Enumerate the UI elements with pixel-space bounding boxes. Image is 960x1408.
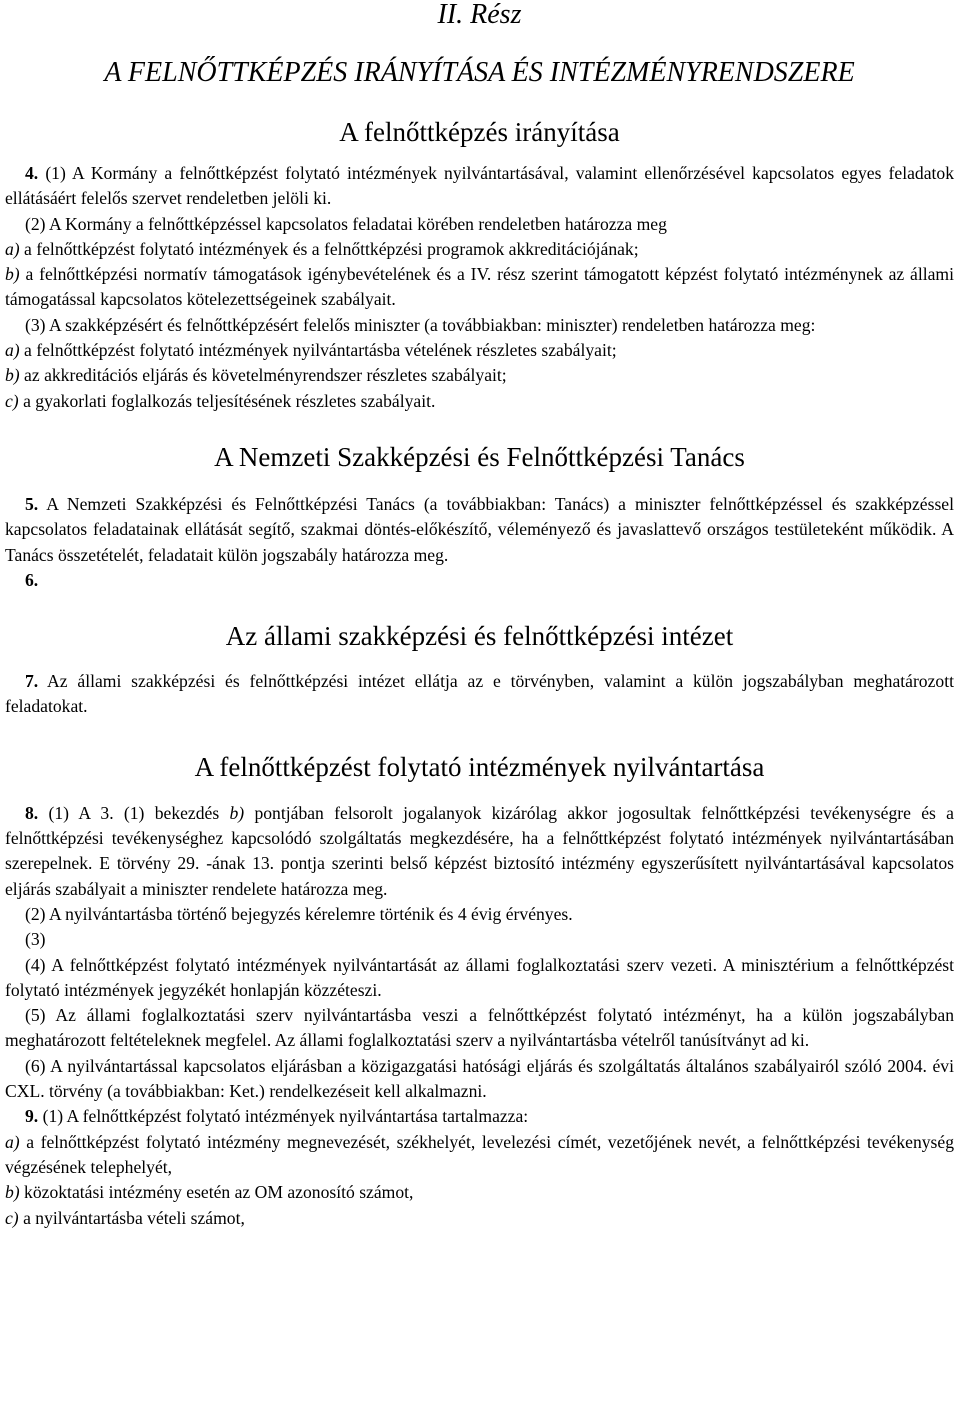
paragraph-8-4: (4) A felnőttképzést folytató intézmények nyilvántartását az állami foglalkoztatási szerv vezeti. A minisztérium a felnőttképzést folytató intézmények jegyzékét honlapján közzéteszi. <box>5 954 954 1000</box>
section-heading-tanacs: A Nemzeti Szakképzési és Felnőttképzési Tanács <box>214 441 745 472</box>
list-text: az akkreditációs eljárás és követelményrendszer részletes szabályait; <box>19 365 507 386</box>
paragraph-text-italic: b) <box>229 802 245 823</box>
paragraph-8-3: (3) <box>25 929 46 950</box>
list-item-4-3-b <box>5 363 954 388</box>
part-subtitle: A FELNŐTTKÉPZÉS IRÁNYÍTÁSA ÉS INTÉZMÉNYRENDSZERE <box>104 57 855 88</box>
paragraph-text: A Nemzeti Szakképzési és Felnőttképzési Tanács (a továbbiakban: Tanács) a miniszter felnőttképzéssel és szakképzéssel kapcsolatos feladatainak ellátását segítő, szakmai döntés-előkészítő, véleményező és javaslattevő országos testületeként működik. A Tanács összetételét, feladatait külön jogszabály határozza meg. <box>5 493 954 565</box>
paragraph-4-1 <box>5 161 954 212</box>
paragraph-9-1 <box>5 1104 954 1129</box>
paragraph-5 <box>5 492 954 568</box>
list-item-9-1-a <box>5 1130 954 1181</box>
list-item-9-1-c <box>5 1206 954 1231</box>
paragraph-7 <box>5 669 954 720</box>
list-text: a nyilvántartásba vételi számot, <box>18 1207 245 1228</box>
list-marker: c) <box>5 390 19 411</box>
section-heading-intezet: Az állami szakképzési és felnőttképzési intézet <box>225 621 734 652</box>
paragraph-8-5: (5) Az állami foglalkoztatási szerv nyilvántartásba veszi a felnőttképzést folytató intézményt, ha a külön jogszabályban meghatározott feltételeknek megfelel. Az állami foglalkoztatási szerv a nyilvántartásba vételről tanúsítványt ad ki. <box>5 1005 954 1051</box>
list-text: a felnőttképzést folytató intézmények és a felnőttképzési programok akkreditációjának; <box>19 238 639 259</box>
list-marker: b) <box>5 1182 20 1203</box>
paragraph-text: Az állami szakképzési és felnőttképzési intézet ellátja az e törvényben, valamint a külön jogszabályban meghatározott feladatokat. <box>5 671 954 717</box>
paragraph-4-2: (2) A Kormány a felnőttképzéssel kapcsolatos feladatai körében rendeletben határozza meg <box>25 213 667 234</box>
paragraph-6 <box>5 568 954 593</box>
paragraph-text: (1) A felnőttképzést folytató intézmények nyilvántartása tartalmazza: <box>38 1106 529 1127</box>
section-heading-nyilvantartas: A felnőttképzést folytató intézmények nyilvántartása <box>194 751 765 782</box>
list-item-4-3-c <box>5 389 954 414</box>
section-number: 7. <box>25 671 39 692</box>
list-marker: a) <box>5 340 20 361</box>
section-number: 6. <box>25 569 39 590</box>
list-text: a felnőttképzést folytató intézmény megnevezését, székhelyét, levelezési címét, vezetőjének nevét, a felnőttképzési tevékenység végzésének telephelyét, <box>5 1131 954 1177</box>
list-marker: b) <box>5 264 20 285</box>
section-number: 8. <box>25 802 39 823</box>
paragraph-8-6: (6) A nyilvántartással kapcsolatos eljárásban a közigazgatási hatósági eljárás és szolgáltatás általános szabályairól szóló 2004. évi CXL. törvény (a továbbiakban: Ket.) rendelkezéseit kell alkalmazni. <box>5 1055 954 1102</box>
list-item-9-1-b <box>5 1180 954 1205</box>
list-item-4-2-a <box>5 237 954 262</box>
list-marker: c) <box>5 1207 19 1228</box>
list-marker: b) <box>5 365 20 386</box>
list-marker: a) <box>5 238 20 259</box>
section-heading-iranyitas: A felnőttképzés irányítása <box>339 117 620 147</box>
section-number: 4. <box>25 163 39 183</box>
list-marker: a) <box>5 1131 20 1152</box>
paragraph-text: pontjában felsorolt jogalanyok kizárólag akkor jogosultak felnőttképzési tevékenységre és a felnőttképzési tevékenységhez kapcsolódó szolgáltatás megkezdésére, ha a felnőttképzést folytató intézmények nyilvántartásában szerepelnek. E törvény 29. -ának 13. pontja szerinti belső képzést biztosító intézmény egyszerűsített nyilvántartásával kapcsolatos eljárás szabályait a miniszter rendelete határozza meg. <box>5 802 954 899</box>
paragraph-8-1 <box>5 801 954 902</box>
section-number: 9. <box>25 1106 39 1127</box>
paragraph-text: (1) A 3. (1) bekezdés <box>38 802 230 823</box>
list-text: a gyakorlati foglalkozás teljesítésének részletes szabályait. <box>18 390 436 411</box>
list-item-4-2-b <box>5 262 954 313</box>
paragraph-8-2: (2) A nyilvántartásba történő bejegyzés kérelemre történik és 4 évig érvényes. <box>25 903 573 924</box>
section-number: 5. <box>25 493 39 514</box>
part-title: II. Rész <box>437 0 522 30</box>
paragraph-4-3: (3) A szakképzésért és felnőttképzésért felelős miniszter (a továbbiakban: miniszter) rendeletben határozza meg: <box>25 314 816 335</box>
list-text: közoktatási intézmény esetén az OM azonosító számot, <box>19 1182 414 1203</box>
paragraph-text: (1) A Kormány a felnőttképzést folytató intézmények nyilvántartásával, valamint ellenőrzésével kapcsolatos egyes feladatok ellátásáért felelős szervet rendeletben jelöli ki. <box>5 163 954 209</box>
list-text: a felnőttképzést folytató intézmények nyilvántartásba vételének részletes szabályait; <box>19 340 617 361</box>
list-text: a felnőttképzési normatív támogatások igénybevételének és a IV. rész szerint támogatott képzést folytató intézménynek az állami támogatással kapcsolatos kötelezettségeinek szabályait. <box>5 264 954 310</box>
list-item-4-3-a <box>5 338 954 363</box>
